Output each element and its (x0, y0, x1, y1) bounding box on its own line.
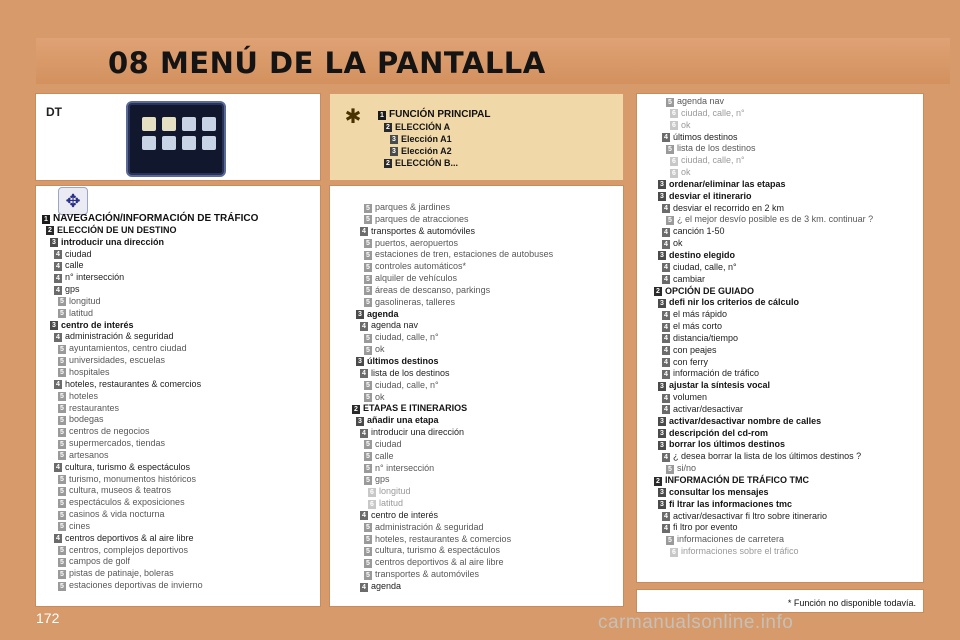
menu-item-label: transportes & automóviles (371, 225, 476, 236)
menu-item-label: ELECCIÓN B... (395, 158, 459, 168)
menu-item-label: cines (69, 520, 91, 531)
level-badge-icon: 6 (670, 169, 678, 178)
menu-item-label: hoteles (69, 390, 99, 401)
level-badge-icon: 5 (58, 357, 66, 366)
level-badge-icon: 5 (364, 275, 372, 284)
level-badge-icon: 5 (364, 286, 372, 295)
level-badge-icon: 5 (666, 536, 674, 545)
display-screen-icon (126, 101, 226, 177)
level-badge-icon: 5 (58, 522, 66, 531)
level-badge-icon: 4 (662, 275, 670, 284)
menu-item-label: centros, complejos deportivos (69, 544, 189, 555)
level-badge-icon: 5 (364, 346, 372, 355)
main-function-panel (330, 94, 623, 180)
menu-item-label: ciudad, calle, n° (681, 107, 745, 118)
level-badge-icon: 5 (58, 416, 66, 425)
level-badge-icon: 3 (658, 299, 666, 308)
menu-item-label: agenda nav (371, 320, 419, 331)
menu-item-label: distancia/tiempo (673, 332, 739, 343)
level-badge-icon: 5 (364, 559, 372, 568)
level-badge-icon: 4 (662, 453, 670, 462)
level-badge-icon: 2 (46, 226, 54, 235)
level-badge-icon: 4 (54, 262, 62, 271)
level-badge-icon: 5 (364, 263, 372, 272)
menu-item-label: con ferry (673, 356, 709, 367)
level-badge-icon: 5 (364, 381, 372, 390)
menu-item-label: añadir una etapa (367, 415, 439, 426)
menu-item-label: agenda (367, 308, 399, 319)
menu-item-label: alquiler de vehículos (375, 273, 458, 284)
menu-item-label: estaciones deportivas de invierno (69, 580, 203, 591)
level-badge-icon: 5 (58, 309, 66, 318)
level-badge-icon: 5 (364, 571, 372, 580)
menu-item-label: últimos destinos (673, 131, 738, 142)
level-badge-icon: 5 (666, 98, 674, 107)
level-badge-icon: 5 (364, 239, 372, 248)
level-badge-icon: 5 (364, 215, 372, 224)
menu-item-label: pistas de patinaje, boleras (69, 568, 174, 579)
menu-item-label: n° intersección (375, 462, 435, 473)
menu-item-label: Elección A2 (401, 146, 452, 156)
level-badge-icon: 1 (378, 111, 386, 120)
menu-item-label: OPCIÓN DE GUIADO (665, 285, 755, 296)
level-badge-icon: 4 (360, 322, 368, 331)
menu-item-label: descripción del cd-rom (669, 427, 769, 438)
level-badge-icon: 6 (670, 109, 678, 118)
level-badge-icon: 5 (364, 440, 372, 449)
menu-item-label: cambiar (673, 273, 706, 284)
menu-item-label: gasolineras, talleres (375, 296, 456, 307)
menu-item-label: supermercados, tiendas (69, 438, 166, 449)
menu-item-label: parques de atracciones (375, 213, 469, 224)
menu-item-label: ok (681, 119, 691, 130)
menu-item-label: longitud (69, 295, 101, 306)
menu-item-label: informaciones sobre el tráfico (681, 546, 799, 557)
menu-item-label: activar/desactivar fi ltro sobre itinerario (673, 510, 828, 521)
level-badge-icon: 2 (352, 405, 360, 414)
menu-item-label: información de tráfico (673, 368, 760, 379)
level-badge-icon: 4 (662, 334, 670, 343)
level-badge-icon: 5 (58, 297, 66, 306)
menu-item-label: centros de negocios (69, 426, 150, 437)
level-badge-icon: 4 (662, 263, 670, 272)
menu-item-label: activar/desactivar nombre de calles (669, 415, 822, 426)
menu-item-label: ok (673, 238, 683, 249)
level-badge-icon: 5 (58, 451, 66, 460)
menu-item-label: cultura, turismo & espectáculos (375, 545, 501, 556)
menu-item-label: latitud (379, 498, 404, 509)
level-badge-icon: 5 (58, 511, 66, 520)
level-badge-icon: 4 (662, 346, 670, 355)
menu-item-label: ordenar/eliminar las etapas (669, 178, 786, 189)
menu-item-label: parques & jardines (375, 202, 451, 212)
menu-item-label: hoteles, restaurantes & comercios (65, 378, 202, 389)
menu-item-label: introducir una dirección (371, 427, 465, 438)
menu-item-label: calle (375, 450, 394, 461)
menu-item-label: gps (375, 474, 390, 485)
watermark: carmanualsonline.info (598, 612, 794, 633)
menu-item-label: cultura, turismo & espectáculos (65, 461, 191, 472)
level-badge-icon: 5 (364, 464, 372, 473)
level-badge-icon: 5 (58, 487, 66, 496)
level-badge-icon: 3 (356, 310, 364, 319)
menu-item-label: canción 1-50 (673, 226, 725, 237)
level-badge-icon: 3 (658, 488, 666, 497)
level-badge-icon: 3 (50, 238, 58, 247)
menu-item-label: artesanos (69, 449, 109, 460)
menu-item-label: cultura, museos & teatros (69, 485, 172, 496)
navigation-compass-icon: ✥ (58, 187, 88, 215)
level-badge-icon: 4 (662, 240, 670, 249)
level-badge-icon: 3 (390, 147, 398, 156)
level-badge-icon: 4 (662, 512, 670, 521)
level-badge-icon: 2 (654, 477, 662, 486)
menu-item-label: fi ltrar las informaciones tmc (669, 498, 793, 509)
level-badge-icon: 5 (58, 345, 66, 354)
menu-item-label: latitud (69, 307, 94, 318)
menu-item-label: desviar el recorrido en 2 km (673, 202, 785, 213)
level-badge-icon: 4 (662, 133, 670, 142)
page-title: 08 MENÚ DE LA PANTALLA (108, 46, 546, 80)
menu-item-label: ciudad, calle, n° (681, 155, 745, 166)
level-badge-icon: 6 (368, 500, 376, 509)
menu-item-label: turismo, monumentos históricos (69, 473, 197, 484)
level-badge-icon: 5 (666, 145, 674, 154)
level-badge-icon: 3 (658, 251, 666, 260)
menu-item-label: ajustar la síntesis vocal (669, 380, 771, 391)
level-badge-icon: 5 (364, 298, 372, 307)
level-badge-icon: 3 (50, 321, 58, 330)
menu-item-label: activar/desactivar (673, 403, 744, 414)
menu-item-label: n° intersección (65, 272, 125, 283)
level-badge-icon: 5 (364, 334, 372, 343)
main-function-gear-icon: ✱ (344, 106, 362, 128)
menu-item-label: destino elegido (669, 249, 736, 260)
level-badge-icon: 5 (364, 547, 372, 556)
menu-item-label: lista de los destinos (677, 143, 756, 154)
menu-item-label: agenda (371, 581, 402, 591)
level-badge-icon: 5 (364, 251, 372, 260)
menu-item-label: administración & seguridad (65, 331, 174, 342)
menu-item-label: consultar los mensajes (669, 486, 769, 497)
level-badge-icon: 4 (662, 204, 670, 213)
menu-item-label: hospitales (69, 366, 110, 377)
level-badge-icon: 2 (654, 287, 662, 296)
menu-item-label: el más corto (673, 321, 723, 332)
level-badge-icon: 4 (360, 583, 368, 592)
menu-item-label: INFORMACIÓN DE TRÁFICO TMC (665, 475, 809, 485)
menu-item-label: hoteles, restaurantes & comercios (375, 533, 512, 544)
level-badge-icon: 4 (662, 394, 670, 403)
menu-item-label: con peajes (673, 344, 717, 355)
level-badge-icon: 4 (662, 524, 670, 533)
menu-item-label: ok (375, 344, 385, 355)
menu-item-label: restaurantes (69, 402, 120, 413)
menu-item-label: borrar los últimos destinos (669, 439, 786, 450)
menu-item-label: defi nir los criterios de cálculo (669, 297, 800, 308)
level-badge-icon: 2 (384, 159, 392, 168)
level-badge-icon: 5 (666, 465, 674, 474)
menu-item-label: si/no (677, 463, 697, 474)
menu-item-label: gps (65, 284, 80, 295)
level-badge-icon: 4 (54, 333, 62, 342)
menu-item-label: ciudad (375, 438, 402, 449)
level-badge-icon: 5 (58, 570, 66, 579)
level-badge-icon: 5 (58, 368, 66, 377)
level-badge-icon: 4 (360, 429, 368, 438)
menu-item-label: espectáculos & exposiciones (69, 497, 185, 508)
menu-item-label: ¿ el mejor desvío posible es de 3 km. continuar ? (677, 214, 874, 225)
menu-item-label: campos de golf (69, 556, 131, 567)
menu-item-label: el más rápido (673, 309, 728, 320)
level-badge-icon: 3 (356, 417, 364, 426)
level-badge-icon: 5 (364, 204, 372, 213)
menu-item-label: casinos & vida nocturna (69, 509, 165, 520)
menu-item-label: ayuntamientos, centro ciudad (69, 343, 187, 354)
level-badge-icon: 3 (658, 417, 666, 426)
menu-item-label: puertos, aeropuertos (375, 237, 459, 248)
page-number: 172 (36, 610, 60, 626)
level-badge-icon: 4 (662, 358, 670, 367)
level-badge-icon: 4 (662, 370, 670, 379)
level-badge-icon: 3 (658, 500, 666, 509)
level-badge-icon: 4 (360, 511, 368, 520)
level-badge-icon: 3 (658, 192, 666, 201)
level-badge-icon: 4 (54, 286, 62, 295)
level-badge-icon: 5 (58, 428, 66, 437)
level-badge-icon: 4 (360, 369, 368, 378)
level-badge-icon: 4 (662, 228, 670, 237)
menu-item-label: informaciones de carretera (677, 534, 785, 545)
menu-item-label: centros deportivos & al aire libre (65, 532, 194, 543)
level-badge-icon: 4 (360, 227, 368, 236)
menu-item-label: áreas de descanso, parkings (375, 284, 491, 295)
menu-item-label: centros deportivos & al aire libre (375, 557, 504, 568)
level-badge-icon: 4 (54, 274, 62, 283)
level-badge-icon: 5 (58, 404, 66, 413)
menu-item-label: volumen (673, 392, 708, 403)
level-badge-icon: 4 (54, 380, 62, 389)
level-badge-icon: 5 (58, 440, 66, 449)
level-badge-icon: 4 (54, 534, 62, 543)
level-badge-icon: 6 (670, 548, 678, 557)
level-badge-icon: 3 (658, 180, 666, 189)
level-badge-icon: 5 (58, 582, 66, 591)
menu-item-label: ok (681, 167, 691, 178)
level-badge-icon: 5 (58, 546, 66, 555)
level-badge-icon: 5 (364, 393, 372, 402)
menu-item-label: ciudad, calle, n° (375, 379, 439, 390)
menu-item-label: FUNCIÓN PRINCIPAL (389, 109, 491, 120)
menu-item-label: introducir una dirección (61, 236, 165, 247)
level-badge-icon: 3 (658, 382, 666, 391)
level-badge-icon: 5 (364, 452, 372, 461)
menu-item-label: Elección A1 (401, 134, 452, 144)
menu-item-label: últimos destinos (367, 355, 439, 366)
menu-item-label: desviar el itinerario (669, 190, 752, 201)
footnote: * Función no disponible todavía. (787, 598, 916, 608)
menu-item-label: calle (65, 260, 84, 271)
menu-item-label: controles automáticos* (375, 261, 467, 272)
level-badge-icon: 6 (368, 488, 376, 497)
level-badge-icon: 3 (658, 429, 666, 438)
level-badge-icon: 5 (58, 392, 66, 401)
level-badge-icon: 4 (662, 405, 670, 414)
menu-item-label: centro de interés (61, 319, 134, 330)
menu-item-label: administración & seguridad (375, 521, 484, 532)
menu-item-label: ELECCIÓN A (395, 122, 451, 132)
level-badge-icon: 4 (662, 323, 670, 332)
dt-label: DT (46, 105, 62, 119)
menu-item-label: ok (375, 391, 385, 402)
level-badge-icon: 5 (58, 499, 66, 508)
level-badge-icon: 6 (670, 157, 678, 166)
level-badge-icon: 5 (58, 475, 66, 484)
menu-item-label: longitud (379, 486, 411, 497)
menu-item-label: ¿ desea borrar la lista de los últimos destinos ? (673, 451, 862, 462)
menu-item-label: ciudad (65, 248, 92, 259)
menu-item-label: bodegas (69, 414, 104, 425)
level-badge-icon: 2 (384, 123, 392, 132)
level-badge-icon: 6 (670, 121, 678, 130)
menu-item-label: ciudad, calle, n° (673, 261, 737, 272)
menu-item-label: transportes & automóviles (375, 569, 480, 580)
menu-item-label: estaciones de tren, estaciones de autobuses (375, 249, 554, 260)
menu-item-label: ELECCIÓN DE UN DESTINO (57, 224, 177, 235)
level-badge-icon: 5 (364, 535, 372, 544)
level-badge-icon: 5 (58, 558, 66, 567)
level-badge-icon: 4 (54, 250, 62, 259)
menu-item-label: centro de interés (371, 509, 439, 520)
menu-item-label: ETAPAS E ITINERARIOS (363, 403, 468, 414)
menu-item-label: fi ltro por evento (673, 522, 738, 533)
level-badge-icon: 1 (42, 215, 50, 224)
level-badge-icon: 3 (658, 441, 666, 450)
level-badge-icon: 3 (390, 135, 398, 144)
menu-item-label: ciudad, calle, n° (375, 332, 439, 343)
menu-item-label: lista de los destinos (371, 367, 450, 378)
level-badge-icon: 5 (364, 476, 372, 485)
level-badge-icon: 3 (356, 357, 364, 366)
menu-item-label: NAVEGACIÓN/INFORMACIÓN DE TRÁFICO (53, 213, 259, 224)
level-badge-icon: 5 (364, 523, 372, 532)
level-badge-icon: 5 (666, 216, 674, 225)
menu-item-label: universidades, escuelas (69, 355, 166, 366)
menu-item-label: agenda nav (677, 96, 725, 106)
level-badge-icon: 4 (662, 311, 670, 320)
level-badge-icon: 4 (54, 463, 62, 472)
